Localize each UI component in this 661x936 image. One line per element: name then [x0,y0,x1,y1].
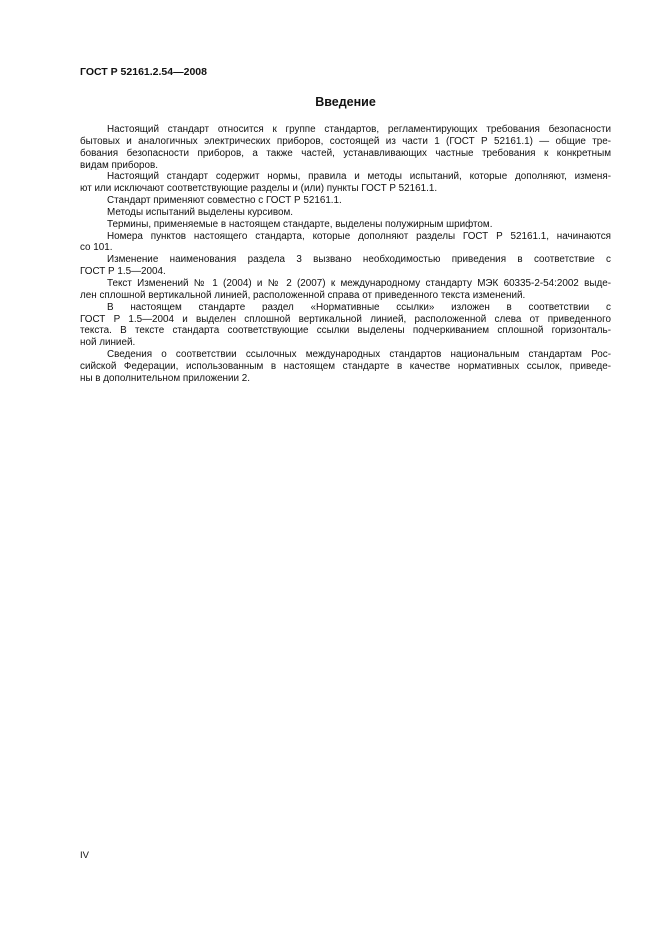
text-line: бытовых и аналогичных электрических приборов, состоящей из части 1 (ГОСТ Р 52161.1) — общие тре- [80,135,611,147]
text-line: Настоящий стандарт относится к группе стандартов, регламентирующих требования безопасности [107,124,611,135]
text-line: со 101. [80,242,113,254]
text-line: В настоящем стандарте раздел «Нормативные ссылки» изложен в соответствии с [107,301,611,313]
text-line: Стандарт применяют совместно с ГОСТ Р 52161.1. [107,195,342,207]
text-line: Термины, применяемые в настоящем стандарте, выделены полужирным шрифтом. [107,218,493,230]
text-line: Методы испытаний выделены курсивом. [107,206,294,218]
text-line: ной линией. [80,337,136,349]
text-line: лен сплошной вертикальной линией, расположенной справа от приведенного текста изменений. [80,289,526,301]
text-line: Номера пунктов настоящего стандарта, которые дополняют разделы ГОСТ Р 52161.1, начинаются [107,230,611,242]
text-line: ют или исключают соответствующие разделы и (или) пункты ГОСТ Р 52161.1. [80,183,438,195]
paragraph [80,278,611,302]
paragraph [80,231,611,255]
text-line: Текст Изменений № 1 (2004) и № 2 (2007) к международному стандарту МЭК 60335-2-54:2002 выде- [107,277,611,289]
section-title: Введение [315,95,376,109]
paragraph [80,219,611,231]
paragraph [80,302,611,349]
text-line: видам приборов. [80,159,159,171]
document-body [80,124,611,385]
page-number: IV [80,850,89,861]
text-line: Изменение наименования раздела 3 вызвано необходимостью приведения в соответствие с [107,254,611,266]
document-header: ГОСТ Р 52161.2.54—2008 [80,66,207,78]
text-line: сийской Федерации, использованным в настоящем стандарте в качестве нормативных ссылок, приведе- [80,360,611,372]
text-line: Настоящий стандарт содержит нормы, правила и методы испытаний, которые дополняют, изменя- [107,171,611,183]
text-line: ГОСТ Р 1.5—2004. [80,266,166,278]
paragraph [80,254,611,278]
text-line: текста. В тексте стандарта соответствующие ссылки выделены подчеркиванием сплошной горизонталь- [80,325,611,337]
text-line: Сведения о соответствии ссылочных международных стандартов национальным стандартам Рос- [107,349,611,361]
paragraph [80,195,611,207]
paragraph [80,124,611,171]
paragraph [80,349,611,385]
paragraph [80,207,611,219]
text-line: ГОСТ Р 1.5—2004 и выделен сплошной вертикальной линией, расположенной слева от приведенного [80,313,611,325]
text-line: бования безопасности приборов, а также частей, устанавливающих частные требования к конкретным [80,147,611,159]
paragraph [80,171,611,195]
text-line: ны в дополнительном приложении 2. [80,372,251,384]
